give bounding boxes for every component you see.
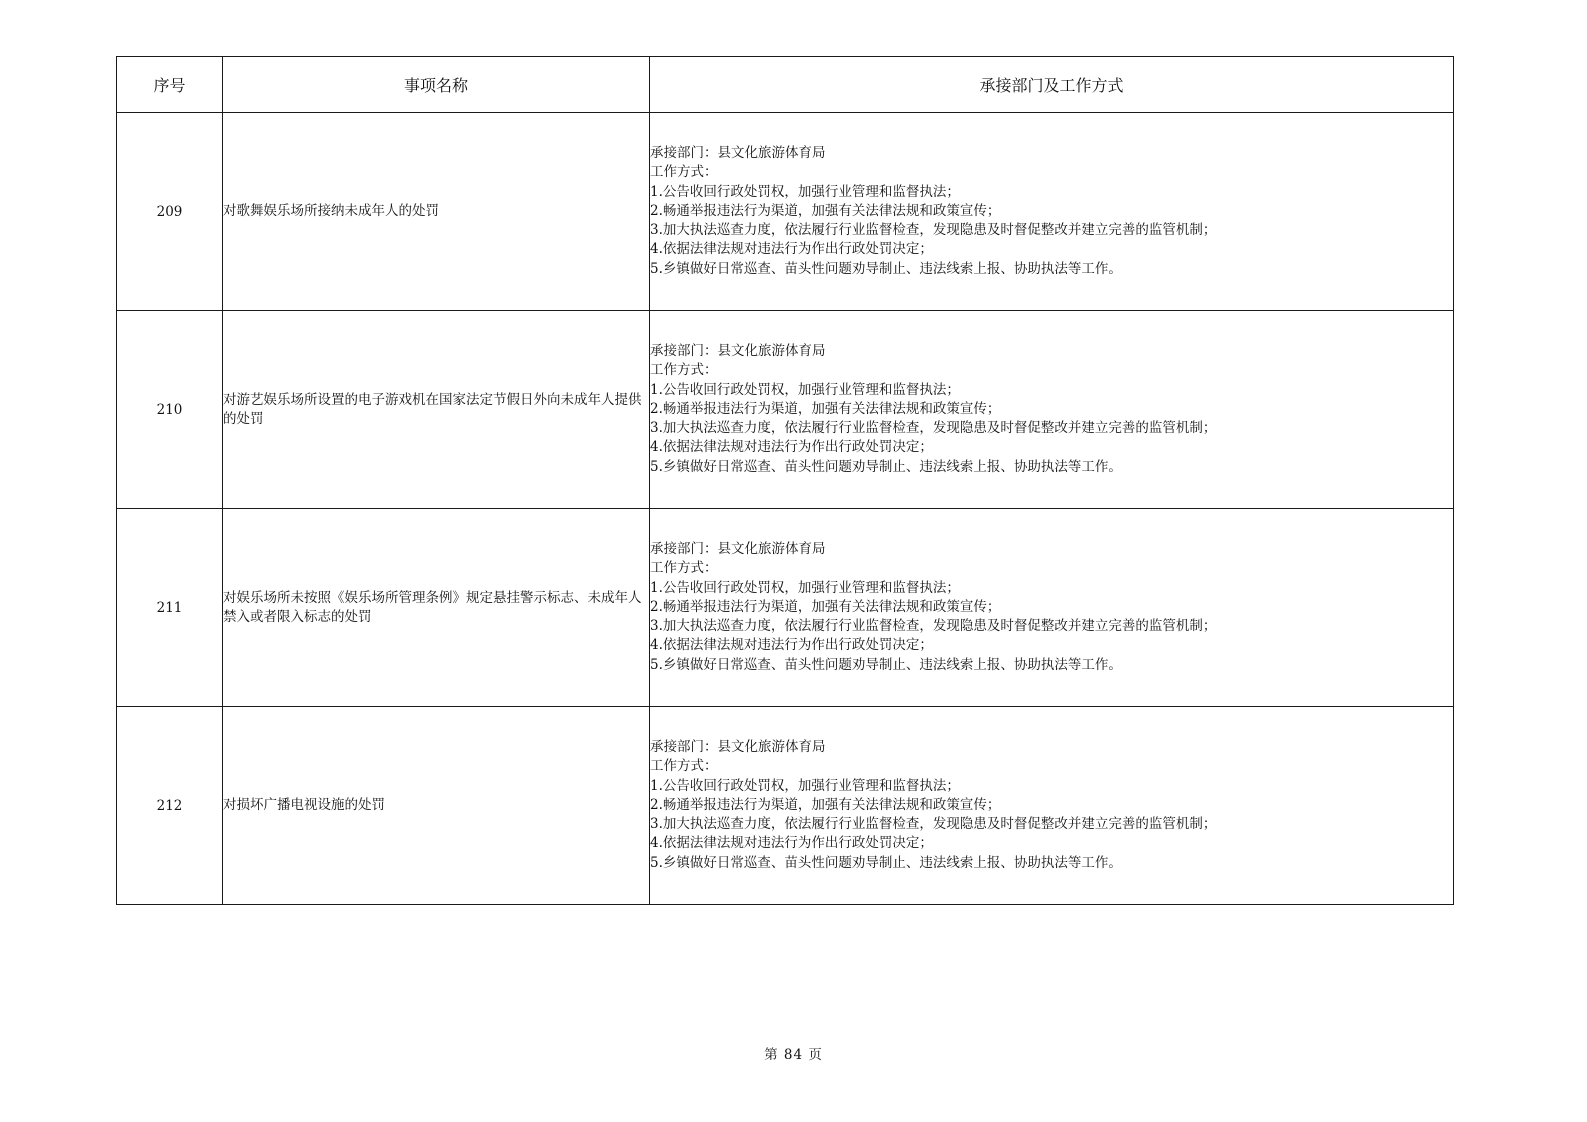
dept-line: 2.畅通举报违法行为渠道，加强有关法律法规和政策宣传； — [650, 202, 1001, 219]
dept-line: 工作方式： — [650, 560, 718, 577]
dept-line: 承接部门：县文化旅游体育局 — [650, 144, 826, 161]
table-row — [117, 113, 1454, 311]
table-row — [117, 311, 1454, 509]
dept-line: 工作方式： — [650, 164, 718, 181]
row-item-name: 对歌舞娱乐场所接纳未成年人的处罚 — [223, 113, 650, 311]
dept-line: 工作方式： — [650, 758, 718, 775]
row-department-method — [650, 311, 1454, 509]
dept-line: 4.依据法律法规对违法行为作出行政处罚决定； — [650, 835, 933, 852]
dept-line: 1.公告收回行政处罚权，加强行业管理和监督执法； — [650, 579, 960, 596]
dept-line: 承接部门：县文化旅游体育局 — [650, 738, 826, 755]
row-item-name: 对损坏广播电视设施的处罚 — [223, 707, 650, 905]
dept-line: 2.畅通举报违法行为渠道，加强有关法律法规和政策宣传； — [650, 796, 1001, 813]
row-department-method — [650, 707, 1454, 905]
row-serial-number: 211 — [117, 509, 223, 707]
dept-line: 3.加大执法巡查力度，依法履行行业监督检查，发现隐患及时督促整改并建立完善的监管机制； — [650, 420, 1217, 437]
dept-line: 3.加大执法巡查力度，依法履行行业监督检查，发现隐患及时督促整改并建立完善的监管机制； — [650, 222, 1217, 239]
dept-line: 3.加大执法巡查力度，依法履行行业监督检查，发现隐患及时督促整改并建立完善的监管机制； — [650, 816, 1217, 833]
dept-line: 2.畅通举报违法行为渠道，加强有关法律法规和政策宣传； — [650, 400, 1001, 417]
page-number: 第 84 页 — [764, 1047, 823, 1063]
dept-line: 1.公告收回行政处罚权，加强行业管理和监督执法； — [650, 183, 960, 200]
dept-line: 5.乡镇做好日常巡查、苗头性问题劝导制止、违法线索上报、协助执法等工作。 — [650, 458, 1122, 475]
row-item-name: 对游艺娱乐场所设置的电子游戏机在国家法定节假日外向未成年人提供的处罚 — [223, 311, 650, 509]
row-serial-number: 212 — [117, 707, 223, 905]
items-table — [116, 56, 1454, 905]
dept-line: 承接部门：县文化旅游体育局 — [650, 540, 826, 557]
row-serial-number: 209 — [117, 113, 223, 311]
table-row — [117, 707, 1454, 905]
dept-line: 5.乡镇做好日常巡查、苗头性问题劝导制止、违法线索上报、协助执法等工作。 — [650, 854, 1122, 871]
dept-line: 5.乡镇做好日常巡查、苗头性问题劝导制止、违法线索上报、协助执法等工作。 — [650, 260, 1122, 277]
header-serial-number: 序号 — [117, 57, 223, 113]
table-row — [117, 509, 1454, 707]
dept-line: 4.依据法律法规对违法行为作出行政处罚决定； — [650, 241, 933, 258]
header-department-method: 承接部门及工作方式 — [650, 57, 1454, 113]
dept-line: 2.畅通举报违法行为渠道，加强有关法律法规和政策宣传； — [650, 598, 1001, 615]
dept-line: 4.依据法律法规对违法行为作出行政处罚决定； — [650, 439, 933, 456]
row-department-method — [650, 113, 1454, 311]
dept-line: 承接部门：县文化旅游体育局 — [650, 342, 826, 359]
dept-line: 1.公告收回行政处罚权，加强行业管理和监督执法； — [650, 777, 960, 794]
dept-line: 工作方式： — [650, 362, 718, 379]
row-item-name: 对娱乐场所未按照《娱乐场所管理条例》规定悬挂警示标志、未成年人禁入或者限入标志的处罚 — [223, 509, 650, 707]
dept-line: 5.乡镇做好日常巡查、苗头性问题劝导制止、违法线索上报、协助执法等工作。 — [650, 656, 1122, 673]
header-item-name: 事项名称 — [223, 57, 650, 113]
table-header-row — [117, 57, 1454, 113]
row-serial-number: 210 — [117, 311, 223, 509]
dept-line: 4.依据法律法规对违法行为作出行政处罚决定； — [650, 637, 933, 654]
row-department-method — [650, 509, 1454, 707]
dept-line: 3.加大执法巡查力度，依法履行行业监督检查，发现隐患及时督促整改并建立完善的监管机制； — [650, 618, 1217, 635]
dept-line: 1.公告收回行政处罚权，加强行业管理和监督执法； — [650, 381, 960, 398]
